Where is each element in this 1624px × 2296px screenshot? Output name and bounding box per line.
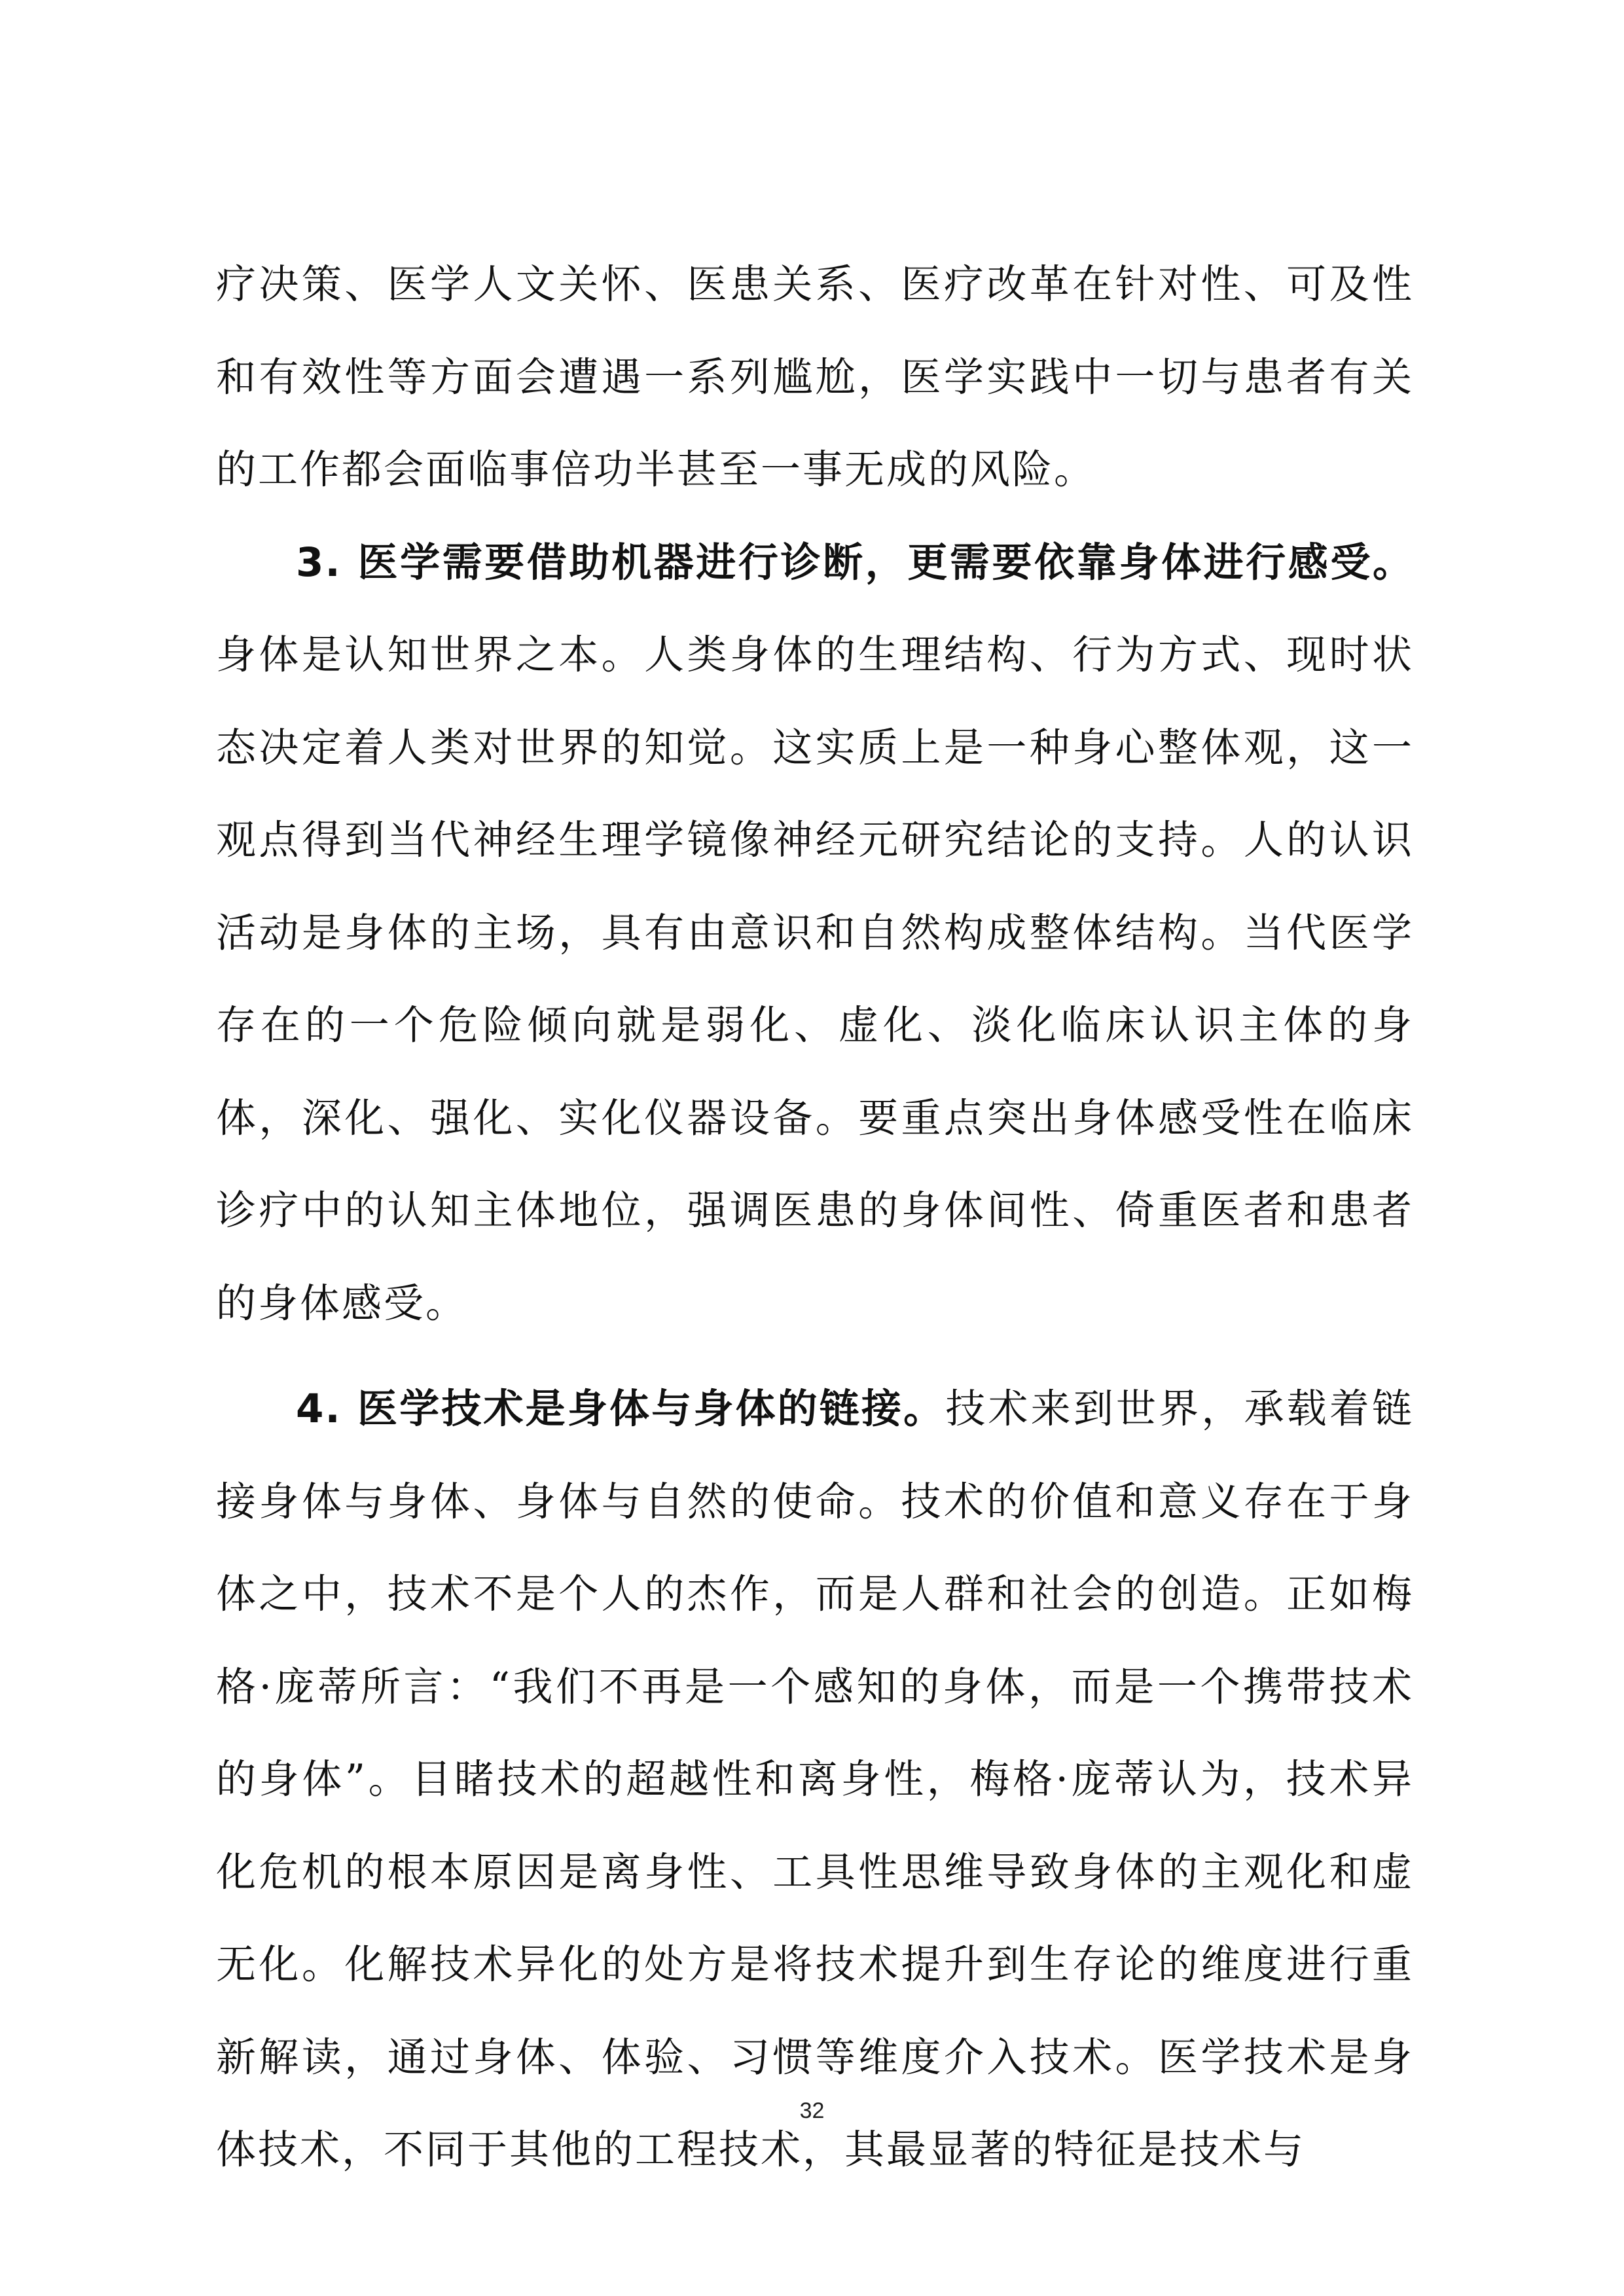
paragraph-continuation: [216, 238, 1414, 516]
section-heading: 4. 医学技术是身体与身体的链接。: [296, 1386, 946, 1432]
paragraph-text: 身体是认知世界之本。人类身体的生理结构、行为方式、现时状态决定着人类对世界的知觉。这实质上是一种身心整体观，这一观点得到当代神经生理学镜像神经元研究结论的支持。人的认识活动是身体的主场，具有由意识和自然构成整体结构。当代医学存在的一个危险倾向就是弱化、虚化、淡化临床认识主体的身体，深化、强化、实化仪器设备。要重点突出身体感受性在临床诊疗中的认知主体地位，强调医患的身体间性、倚重医者和患者的身体感受。: [216, 632, 1414, 1327]
page-number: 32: [799, 2098, 825, 2123]
paragraph-section-3: [216, 516, 1414, 1350]
paragraph-text: 疗决策、医学人文关怀、医患关系、医疗改革在针对性、可及性和有效性等方面会遭遇一系列尴尬，医学实践中一切与患者有关的工作都会面临事倍功半甚至一事无成的风险。: [216, 261, 1414, 493]
document-body: [216, 238, 1414, 2197]
section-heading: 3. 医学需要借助机器进行诊断，更需要依靠身体进行感受。: [296, 539, 1414, 586]
paragraph-text: 技术来到世界，承载着链接身体与身体、身体与自然的使命。技术的价值和意义存在于身体之中，技术不是个人的杰作，而是人群和社会的创造。正如梅格·庞蒂所言：“我们不再是一个感知的身体，而是一个携带技术的身体”。目睹技术的超越性和离身性，梅格·庞蒂认为，技术异化危机的根本原因是离身性、工具性思维导致身体的主观化和虚无化。化解技术异化的处方是将技术提升到生存论的维度进行重新解读，通过身体、体验、习惯等维度介入技术。医学技术是身体技术，不同于其他的工程技术，其最显著的特征是技术与: [216, 1386, 1414, 2173]
paragraph-section-4: [216, 1363, 1414, 2197]
